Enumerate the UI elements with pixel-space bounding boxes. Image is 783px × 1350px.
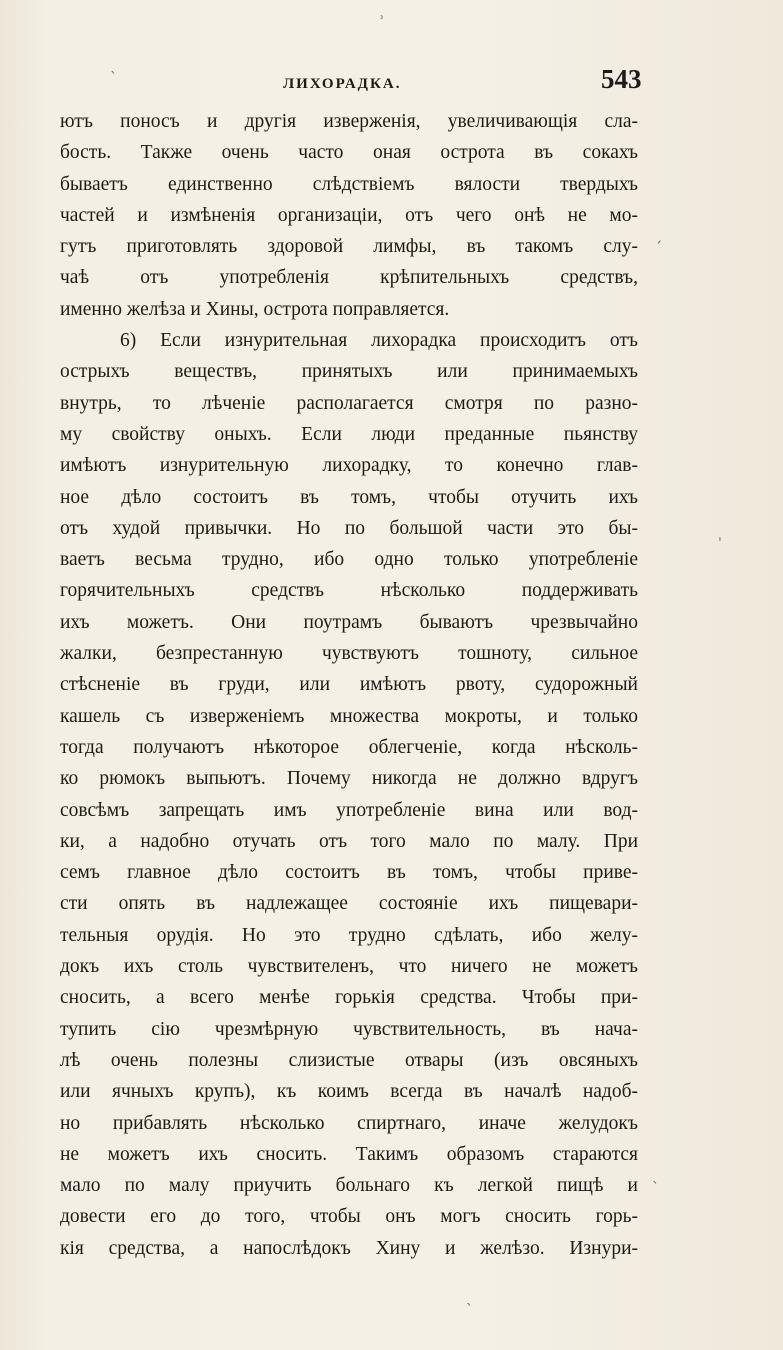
- scan-speck: ˎ: [652, 1168, 659, 1184]
- text-line: внутрь, то лѣченіе располагается смотря по разно-: [60, 392, 638, 414]
- text-line: довести его до того, чтобы онъ могъ сносить горь-: [60, 1206, 638, 1228]
- text-line: горячительныхъ средствъ нѣсколько поддерживать: [60, 580, 638, 602]
- text-line: кія средства, а напослѣдокъ Хину и желѣзо. Изнури-: [60, 1237, 638, 1259]
- text-line: но прибавлять нѣсколько спиртнаго, иначе желудокъ: [60, 1112, 638, 1134]
- page-header: [0, 62, 783, 102]
- text-line: тогда получаютъ нѣкоторое облегченіе, когда нѣсколь-: [60, 736, 638, 758]
- text-line: стѣсненіе въ груди, или имѣютъ рвоту, судорожный: [60, 674, 638, 696]
- running-title: ЛИХОРАДКА.: [283, 76, 402, 92]
- text-line: бываетъ единственно слѣдствіемъ вялости твердыхъ: [60, 173, 638, 195]
- scan-speck: ˏ: [655, 228, 662, 244]
- text-line: ное дѣло состоитъ въ томъ, чтобы отучить ихъ: [60, 486, 638, 508]
- text-line: кашель съ изверженіемъ множества мокроты, и только: [60, 705, 638, 727]
- text-line: частей и измѣненія организаціи, отъ чего онѣ не мо-: [60, 204, 638, 226]
- body-text: [60, 106, 638, 1264]
- text-line: совсѣмъ запрещать имъ употребленіе вина или вод-: [60, 799, 638, 821]
- text-line: семъ главное дѣло состоитъ въ томъ, чтобы приве-: [60, 862, 638, 884]
- text-line: ко рюмокъ выпьютъ. Почему никогда не должно вдругъ: [60, 768, 638, 790]
- text-line: тельныя орудія. Но это трудно сдѣлать, ибо желу-: [60, 924, 638, 946]
- page-number: 543: [601, 64, 642, 94]
- text-line: жалки, безпрестанную чувствуютъ тошноту, сильное: [60, 643, 638, 665]
- text-line: острыхъ веществъ, принятыхъ или принимаемыхъ: [60, 361, 638, 383]
- text-line: му свойству оныхъ. Если люди преданные пьянству: [60, 423, 638, 445]
- scan-speck: ˈ: [718, 536, 722, 552]
- text-line: сносить, а всего менѣе горькія средства. Чтобы при-: [60, 987, 638, 1009]
- text-line: ихъ можетъ. Они поутрамъ бываютъ чрезвычайно: [60, 611, 638, 633]
- text-line: сти опять въ надлежащее состояніе ихъ пищевари-: [60, 893, 638, 915]
- text-line: гутъ приготовлять здоровой лимфы, въ такомъ слу-: [60, 236, 638, 258]
- text-line: ютъ поносъ и другія изверженія, увеличивающія сла-: [60, 111, 638, 132]
- text-line: бость. Также очень часто оная острота въ сокахъ: [60, 142, 638, 164]
- text-line: мало по малу приучить больнаго къ легкой пищѣ и: [60, 1175, 638, 1197]
- text-line: имѣютъ изнурительную лихорадку, то конечно глав-: [60, 455, 638, 477]
- scan-speck: ˎ: [466, 1290, 473, 1306]
- text-line: именно желѣза и Хины, острота поправляется.: [60, 298, 450, 320]
- text-line: ваетъ весьма трудно, ибо одно только употребленіе: [60, 549, 638, 571]
- text-line: ки, а надобно отучать отъ того мало по малу. При: [60, 830, 638, 852]
- text-line: или ячныхъ крупъ), къ коимъ всегда въ началѣ надоб-: [60, 1081, 638, 1103]
- text-line: чаѣ отъ употребленія крѣпительныхъ средствъ,: [60, 267, 638, 289]
- scan-speck: ˎ: [110, 58, 117, 74]
- text-line: лѣ очень полезны слизистые отвары (изъ овсяныхъ: [60, 1049, 638, 1071]
- scan-speck: ʾ: [380, 14, 385, 30]
- text-line: тупить сію чрезмѣрную чувствительность, въ нача-: [60, 1018, 638, 1040]
- text-line: не можетъ ихъ сносить. Такимъ образомъ стараются: [60, 1143, 638, 1165]
- text-line: докъ ихъ столь чувствителенъ, что ничего не можетъ: [60, 956, 638, 978]
- text-line: отъ худой привычки. Но по большой части это бы-: [60, 517, 638, 539]
- paragraph-start: 6) Если изнурительная лихорадка происходитъ отъ: [120, 330, 638, 352]
